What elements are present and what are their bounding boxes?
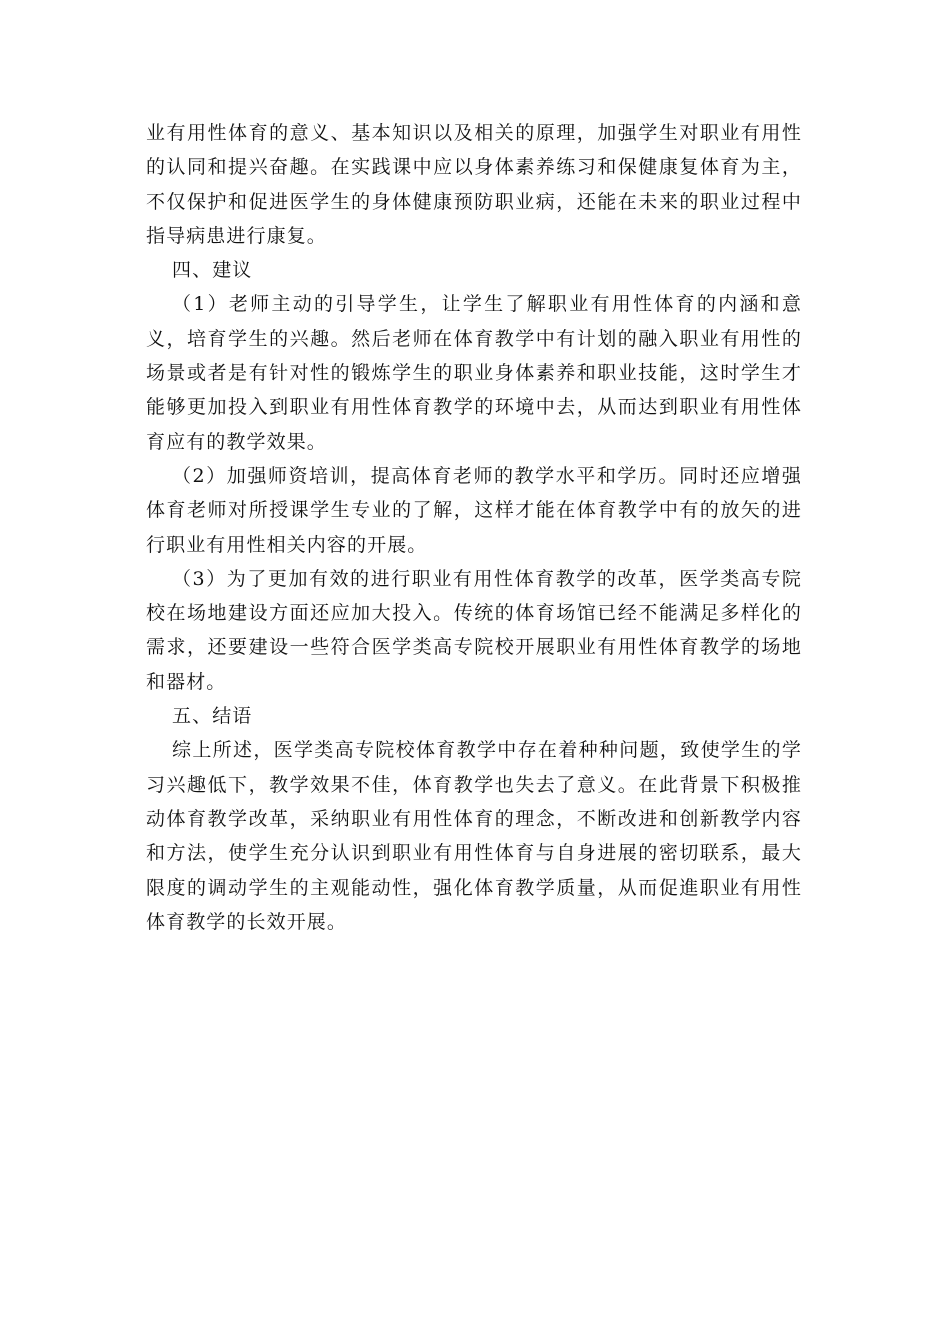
paragraph-suggestion-2: （2）加强师资培训，提高体育老师的教学水平和学历。同时还应增强体育老师对所授课学生专业的了解，这样才能在体育教学中有的放矢的进行职业有用性相关内容的开展。 (146, 464, 802, 556)
document-page (146, 116, 802, 939)
section-heading-suggestions: 四、建议 (172, 259, 253, 282)
paragraph-suggestion-1: （1）老师主动的引导学生，让学生了解职业有用性体育的内涵和意义，培育学生的兴趣。然后老师在体育教学中有计划的融入职业有用性的场景或者是有针对性的锻炼学生的职业身体素养和职业技能，这时学生才能够更加投入到职业有用性体育教学的环境中去，从而达到职业有用性体育应有的教学效果。 (146, 293, 802, 453)
paragraph-suggestion-3: （3）为了更加有效的进行职业有用性体育教学的改革，医学类高专院校在场地建设方面还应加大投入。传统的体育场馆已经不能满足多样化的需求，还要建设一些符合医学类高专院校开展职业有用性体育教学的场地和器材。 (146, 567, 802, 693)
paragraph-continued: 业有用性体育的意义、基本知识以及相关的原理，加强学生对职业有用性的认同和提兴奋趣。在实践课中应以身体素养练习和保健康复体育为主，不仅保护和促进医学生的身体健康预防职业病，还能在未来的职业过程中指导病患进行康复。 (146, 122, 802, 247)
section-heading-conclusion: 五、结语 (172, 705, 253, 728)
paragraph-conclusion: 综上所述，医学类高专院校体育教学中存在着种种问题，致使学生的学习兴趣低下，教学效果不佳，体育教学也失去了意义。在此背景下积极推动体育教学改革，采纳职业有用性体育的理念，不断改进和创新教学内容和方法，使学生充分认识到职业有用性体育与自身进展的密切联系，最大限度的调动学生的主观能动性，强化体育教学质量，从而促進职业有用性体育教学的长效开展。 (146, 739, 802, 933)
